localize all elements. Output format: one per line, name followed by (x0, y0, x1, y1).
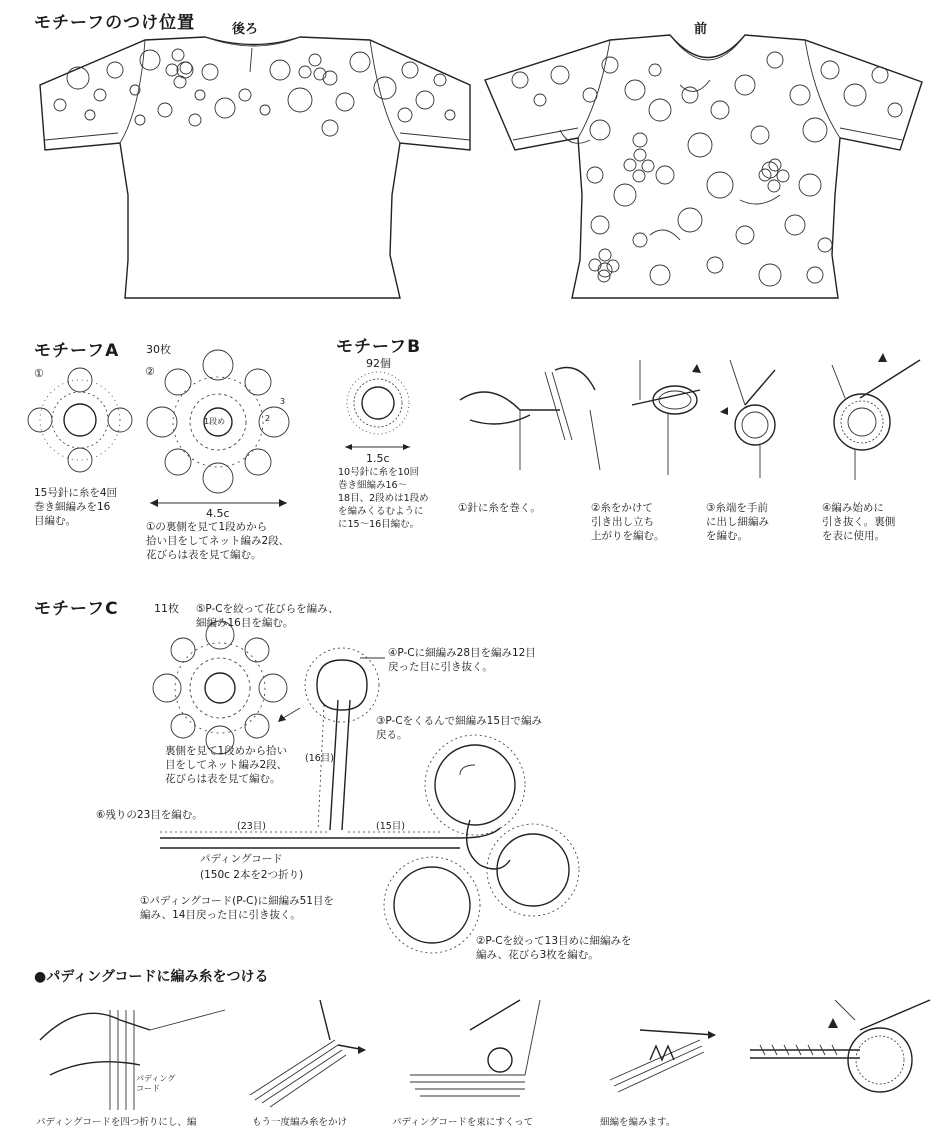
motif-a-step1-diagram (28, 368, 132, 472)
padding-step2-illustration (250, 1000, 366, 1107)
ring-step1-caption (458, 487, 541, 515)
motif-a-count: 30枚 (146, 343, 171, 356)
motif-c-count: 11枚 (154, 602, 179, 615)
padding-step5-illustration (750, 1000, 930, 1092)
motif-b-dimension: 1.5c (366, 452, 390, 465)
motif-c-step4: ④P-Cに細編み28目を編み12目 戻った目に引き抜く。 (388, 647, 536, 673)
ring-step1-text: 針に糸を巻く。 (467, 502, 541, 514)
front-sweater-outline (485, 35, 922, 298)
motif-c-step1: ①パディングコード(P-C)に細編み51目を 編み、14目戻った目に引き抜く。 (140, 895, 334, 921)
front-sweater-motifs (512, 52, 902, 286)
motif-c-count-16: (16目) (305, 753, 335, 764)
motif-a-dimension-line (150, 499, 287, 507)
page-title: モチーフのつけ位置 (34, 13, 196, 33)
padding-cord-tag: パディング コード (136, 1074, 176, 1093)
motif-c-count-15: (15目) (376, 821, 406, 832)
back-view-label: 後ろ (232, 22, 259, 37)
front-view-label: 前 (694, 22, 708, 37)
motif-c-cord-label: パディングコード (200, 853, 283, 865)
padding-step1-illustration (40, 1010, 225, 1110)
motif-c-count-23: (23目) (237, 821, 267, 832)
motif-a-dimension: 4.5c (206, 507, 230, 520)
motif-a-row3-label: 3 (280, 397, 286, 406)
motif-b-note: 10号針に糸を10回 巻き細編み16〜 18目、2段めは1段め を編みくるむように に15〜16目編む。 (338, 467, 429, 530)
padding-caption-3: パディングコードを束にすくって (392, 1117, 534, 1128)
ring-step3-text: 糸端を手前 に出し細編み を編む。 (706, 502, 769, 542)
motif-c-petal-note: 裏側を見て1段めから拾い 目をしてネット編み2段、 花びらは表を見て編む。 (165, 745, 288, 785)
padding-caption-1: パディングコードを四つ折りにし、編 (36, 1117, 197, 1128)
ring-step4-text: 編み始めに 引き抜く。裏側 を表に使用。 (822, 502, 896, 542)
motif-a-note1: 15号針に糸を4回 巻き細編みを16 目編む。 (34, 487, 118, 527)
padding-caption-4: 細編を編みます。 (600, 1117, 676, 1128)
motif-c-step6: ⑥残りの23目を編む。 (96, 809, 203, 821)
ring-step3-caption (706, 487, 769, 543)
ring-step4-diagram (832, 353, 920, 480)
motif-a-title: モチーフA (34, 341, 120, 361)
padding-step4-illustration (610, 1030, 716, 1092)
back-sweater-motifs (54, 49, 455, 136)
ring-step1-number: ① (458, 502, 468, 514)
padding-step3-illustration (410, 1000, 540, 1096)
motif-c-title: モチーフC (34, 599, 119, 619)
motif-c-flower-diagram (153, 621, 300, 754)
ring-step3-diagram (720, 360, 775, 478)
motif-c-cord-note: (150c 2本を2つ折り) (200, 869, 304, 881)
motif-c-petal-cluster (384, 735, 579, 953)
ring-step4-number: ④ (822, 502, 832, 514)
ring-step4-caption (822, 487, 895, 543)
motif-a-row2-label: 2 (265, 414, 271, 423)
ring-step2-number: ② (591, 502, 601, 514)
motif-b-count: 92個 (366, 357, 391, 370)
motif-a-center-label: 1段め (204, 417, 226, 426)
ring-step3-number: ③ (706, 502, 716, 514)
motif-c-step5: ⑤P-Cを絞って花びらを編み、 細編み16目を編む。 (196, 603, 339, 629)
ring-step2-caption (591, 487, 665, 543)
ring-step1-hand (460, 368, 600, 471)
motif-c-step2: ②P-Cを絞って13目めに細編みを 編み、花びら3枚を編む。 (476, 935, 632, 961)
motif-a-step2-number: ② (145, 365, 155, 378)
ring-step2-text: 糸をかけて 引き出し立ち 上がりを編む。 (591, 502, 665, 542)
motif-b-diagram (345, 372, 410, 450)
ring-step2-diagram (632, 360, 701, 475)
motif-c-step3: ③P-Cをくるんで細編み15目で編み 戻る。 (376, 715, 542, 741)
padding-caption-2: もう一度編み糸をかけ (252, 1117, 348, 1128)
motif-a-step1-number: ① (34, 367, 44, 380)
padding-section-title: ●パディングコードに編み糸をつける (34, 969, 269, 985)
motif-a-note2: ①の裏側を見て1段めから 拾い目をしてネット編み2段、 花びらは表を見て編む。 (146, 521, 290, 561)
motif-b-title: モチーフB (336, 337, 422, 357)
